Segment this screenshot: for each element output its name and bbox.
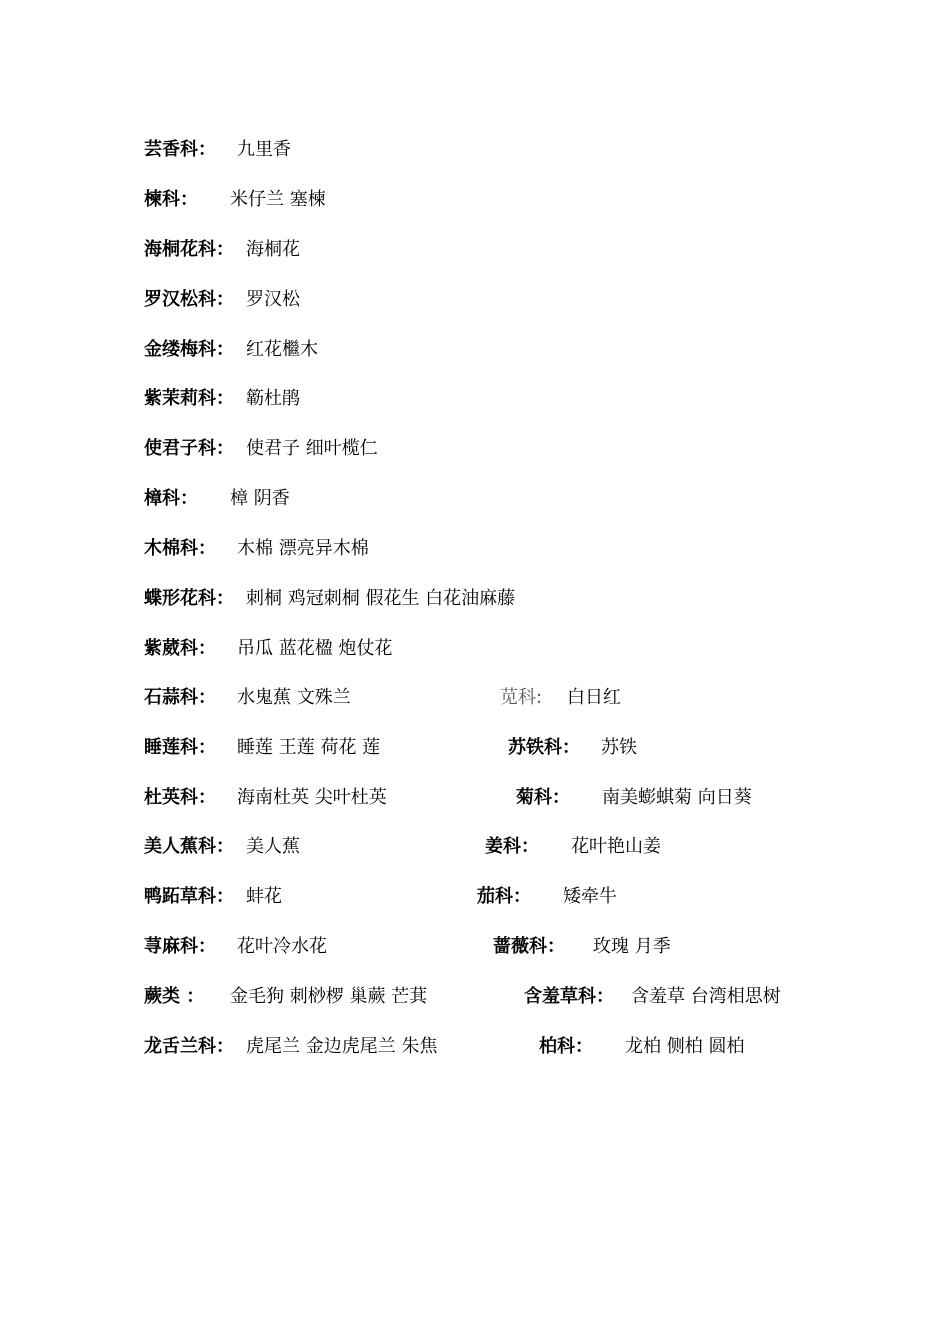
list-item	[0, 783, 950, 813]
family-name: 蝶形花科：	[144, 588, 234, 609]
list-item	[0, 982, 950, 1012]
species-list: 虎尾兰 金边虎尾兰 朱焦	[246, 1036, 438, 1057]
family-name: 樟科：	[144, 488, 198, 509]
species-list: 龙柏 侧柏 圆柏	[625, 1036, 745, 1057]
family-name: 蕨类 ：	[144, 986, 205, 1007]
species-list: 玫瑰 月季	[593, 936, 671, 957]
list-item	[0, 434, 950, 464]
family-name: 海桐花科：	[144, 239, 234, 260]
family-name: 菊科：	[516, 787, 570, 808]
list-item	[0, 733, 950, 763]
species-list: 白日红	[567, 687, 621, 708]
species-list: 苏铁	[601, 737, 637, 758]
species-list: 使君子 细叶榄仁	[246, 438, 378, 459]
family-name: 茄科：	[477, 886, 531, 907]
family-name: 紫葳科：	[144, 638, 216, 659]
species-list: 南美蟛蜞菊 向日葵	[602, 787, 752, 808]
family-name: 金缕梅科：	[144, 339, 234, 360]
family-name: 柏科：	[539, 1036, 593, 1057]
list-item	[0, 683, 950, 713]
species-list: 花叶艳山姜	[571, 836, 661, 857]
family-name: 苏铁科：	[508, 737, 580, 758]
family-name: 木棉科：	[144, 538, 216, 559]
list-item	[0, 932, 950, 962]
species-list: 蚌花	[246, 886, 282, 907]
family-name: 睡莲科：	[144, 737, 216, 758]
species-list: 吊瓜 蓝花楹 炮仗花	[237, 638, 393, 659]
family-name: 美人蕉科：	[144, 836, 234, 857]
species-list: 花叶冷水花	[237, 936, 327, 957]
family-name: 苋科:	[500, 687, 543, 708]
species-list: 睡莲 王莲 荷花 莲	[237, 737, 381, 758]
list-item	[0, 235, 950, 265]
family-name: 紫茉莉科：	[144, 388, 234, 409]
list-item	[0, 384, 950, 414]
species-list: 米仔兰 塞楝	[230, 189, 326, 210]
list-item	[0, 135, 950, 165]
list-item	[0, 584, 950, 614]
family-name: 龙舌兰科：	[144, 1036, 234, 1057]
list-item	[0, 882, 950, 912]
list-item	[0, 335, 950, 365]
species-list: 木棉 漂亮异木棉	[237, 538, 369, 559]
species-list: 簕杜鹃	[246, 388, 300, 409]
list-item	[0, 534, 950, 564]
family-name: 杜英科：	[144, 787, 216, 808]
family-name: 使君子科：	[144, 438, 234, 459]
family-name: 荨麻科：	[144, 936, 216, 957]
family-name: 芸香科：	[144, 139, 216, 160]
species-list: 红花檵木	[246, 339, 318, 360]
species-list: 海桐花	[246, 239, 300, 260]
species-list: 刺桐 鸡冠刺桐 假花生 白花油麻藤	[246, 588, 516, 609]
list-item	[0, 832, 950, 862]
species-list: 罗汉松	[246, 289, 300, 310]
family-name: 楝科：	[144, 189, 198, 210]
family-name: 含羞草科：	[524, 986, 614, 1007]
species-list: 含羞草 台湾相思树	[631, 986, 781, 1007]
species-list: 九里香	[237, 139, 291, 160]
family-name: 蔷薇科：	[493, 936, 565, 957]
family-name: 石蒜科：	[144, 687, 216, 708]
species-list: 美人蕉	[246, 836, 300, 857]
family-name: 鸭跖草科：	[144, 886, 234, 907]
species-list: 矮牵牛	[563, 886, 617, 907]
list-item	[0, 634, 950, 664]
list-item	[0, 484, 950, 514]
family-name: 姜科：	[485, 836, 539, 857]
species-list: 樟 阴香	[230, 488, 290, 509]
list-item	[0, 1032, 950, 1062]
list-item	[0, 185, 950, 215]
species-list: 金毛狗 刺桫椤 巢蕨 芒萁	[230, 986, 428, 1007]
species-list: 水鬼蕉 文殊兰	[237, 687, 351, 708]
species-list: 海南杜英 尖叶杜英	[237, 787, 387, 808]
family-name: 罗汉松科：	[144, 289, 234, 310]
list-item	[0, 285, 950, 315]
